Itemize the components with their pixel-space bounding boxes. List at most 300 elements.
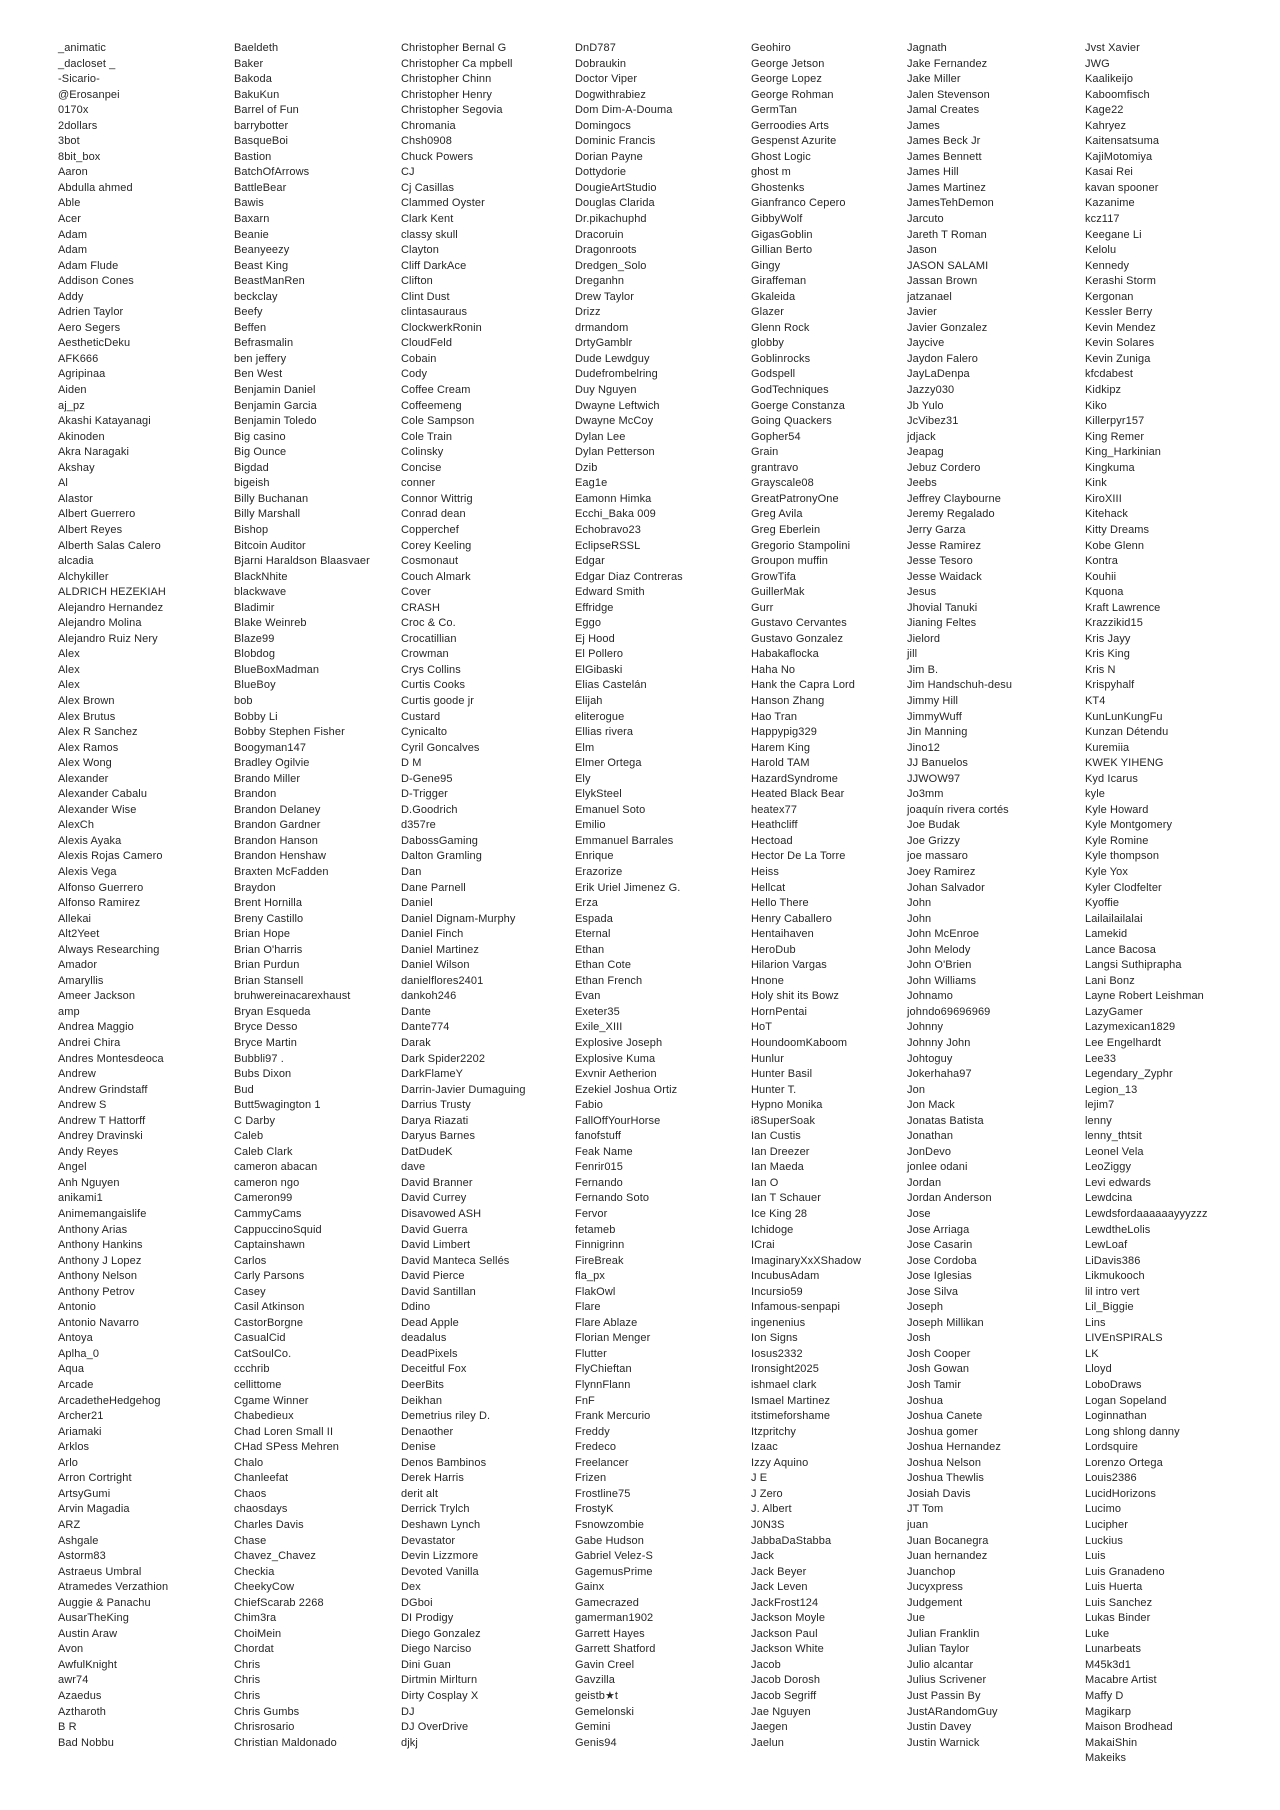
- credit-name: grantravo: [751, 461, 799, 474]
- credit-name: Bitcoin Auditor: [234, 539, 306, 552]
- credit-name: Chim3ra: [234, 1612, 277, 1625]
- credit-name: Iosus2332: [751, 1347, 803, 1360]
- credit-name: Emanuel Soto: [575, 803, 646, 816]
- credit-name: Alexis Ayaka: [58, 834, 122, 847]
- credit-name: DatDudeK: [401, 1145, 453, 1158]
- credit-name: Kyle Yox: [1085, 865, 1129, 878]
- credit-name: Goblinrocks: [751, 352, 811, 365]
- credit-name: 8bit_box: [58, 150, 101, 163]
- credit-name: fanofstuff: [575, 1130, 622, 1143]
- credit-name: ARZ: [58, 1518, 81, 1531]
- credit-name: LIVEnSPIRALS: [1085, 1332, 1163, 1345]
- credit-name: Clifton: [401, 275, 433, 288]
- credit-name: Eggo: [575, 617, 602, 630]
- credit-name: Avon: [58, 1643, 84, 1656]
- credit-name: LucidHorizons: [1085, 1487, 1157, 1500]
- credit-name: Corey Keeling: [401, 539, 472, 552]
- credit-name: Derrick Trylch: [401, 1503, 470, 1516]
- credit-name: Crowman: [401, 648, 449, 661]
- credit-name: Ismael Martinez: [751, 1394, 831, 1407]
- credit-name: Joshua: [907, 1394, 944, 1407]
- credit-name: johndo69696969: [907, 1005, 991, 1018]
- credit-name: MakaiShin: [1085, 1736, 1138, 1749]
- credit-name: Gianfranco Cepero: [751, 197, 846, 210]
- credit-name: Chris: [234, 1674, 261, 1687]
- credit-name: Arklos: [58, 1441, 90, 1454]
- credit-name: Jeffrey Claybourne: [907, 492, 1001, 505]
- credit-name: Captainshawn: [234, 1239, 305, 1252]
- credit-name: Beanyeezy: [234, 244, 290, 257]
- credit-name: Jose Cordoba: [907, 1254, 977, 1267]
- credit-name: Anthony Arias: [58, 1223, 128, 1236]
- credit-name: Freddy: [575, 1425, 610, 1438]
- credit-name: Bad Nobbu: [58, 1736, 114, 1749]
- credit-name: Bryce Martin: [234, 1037, 297, 1049]
- credit-name: Cole Sampson: [401, 415, 475, 428]
- credit-name: lenny: [1085, 1114, 1112, 1127]
- credit-name: jill: [907, 648, 918, 661]
- credit-name: Breny Castillo: [234, 912, 304, 925]
- credit-name: Fredeco: [575, 1441, 617, 1454]
- credit-name: Jassan Brown: [907, 275, 978, 288]
- credit-name: anikami1: [58, 1192, 103, 1205]
- credits-column-4: [575, 41, 683, 1751]
- credit-name: Dracoruin: [575, 228, 624, 241]
- credit-name: Flutter: [575, 1347, 607, 1360]
- credit-name: John O'Brien: [907, 959, 972, 972]
- credit-name: Jose Arriaga: [907, 1223, 970, 1236]
- credit-name: gamerman1902: [575, 1612, 654, 1625]
- credit-name: Ezekiel Joshua Ortiz: [575, 1083, 678, 1096]
- credit-name: Dark Spider2202: [401, 1052, 486, 1065]
- credit-name: Atramedes Verzathion: [58, 1581, 169, 1594]
- credit-name: Jim Handschuh-desu: [907, 679, 1013, 692]
- credit-name: George Lopez: [751, 73, 822, 86]
- credit-name: Cliff DarkAce: [401, 259, 467, 272]
- credit-name: Alex: [58, 648, 80, 661]
- credit-name: BatchOfArrows: [234, 166, 310, 179]
- credit-name: Christopher Chinn: [401, 73, 492, 86]
- credit-name: Alejandro Molina: [58, 617, 142, 630]
- credit-name: Jaycive: [907, 337, 945, 350]
- credit-name: Chaos: [234, 1487, 267, 1500]
- credit-name: ImaginaryXxXShadow: [751, 1254, 862, 1267]
- credit-name: Jhovial Tanuki: [907, 601, 978, 614]
- credit-name: Chromania: [401, 119, 456, 132]
- credit-name: Jeremy Regalado: [907, 508, 995, 521]
- credit-name: Baker: [234, 57, 264, 70]
- credit-name: ben jeffery: [234, 352, 287, 365]
- credit-name: King Remer: [1085, 430, 1145, 443]
- credit-name: Alt2Yeet: [58, 928, 100, 941]
- credit-name: David Guerra: [401, 1223, 468, 1236]
- credit-name: Custard: [401, 710, 441, 723]
- credit-name: Kingkuma: [1085, 461, 1135, 474]
- credit-name: Jose Silva: [907, 1285, 959, 1298]
- credit-name: Dead Apple: [401, 1316, 459, 1329]
- credit-name: Edgar: [575, 555, 605, 568]
- credit-name: JJ Banuelos: [907, 757, 969, 770]
- credit-name: Hectoad: [751, 834, 793, 847]
- credit-name: Charles Davis: [234, 1518, 304, 1531]
- credit-name: Echobravo23: [575, 523, 641, 536]
- credit-name: Crocatillian: [401, 632, 457, 645]
- credit-name: 0170x: [58, 104, 89, 117]
- credit-name: Gillian Berto: [751, 244, 813, 257]
- credit-name: Luis Huerta: [1085, 1581, 1143, 1594]
- credit-name: kavan spooner: [1085, 181, 1159, 194]
- credit-name: CastorBorgne: [234, 1316, 304, 1329]
- credit-name: @Erosanpei: [58, 88, 120, 101]
- credit-name: jonlee odani: [907, 1161, 968, 1174]
- credit-name: Jesus: [907, 586, 937, 599]
- credit-name: Jake Miller: [907, 73, 961, 86]
- credit-name: James Hill: [907, 166, 959, 179]
- credit-name: Ariamaki: [58, 1425, 102, 1438]
- credit-name: Bradley Ogilvie: [234, 757, 310, 770]
- credit-name: Kevin Solares: [1085, 337, 1155, 350]
- credit-name: Derek Harris: [401, 1472, 464, 1485]
- credit-name: Bigdad: [234, 461, 269, 474]
- credit-name: James Beck Jr: [907, 135, 981, 148]
- credit-name: BeastManRen: [234, 275, 305, 288]
- credit-name: Arlo: [58, 1456, 78, 1469]
- credit-name: Julio alcantar: [907, 1658, 974, 1671]
- credit-name: Luckius: [1085, 1534, 1123, 1547]
- credit-name: Chsh0908: [401, 135, 452, 148]
- credit-name: Conrad dean: [401, 508, 466, 521]
- credit-name: FlynnFlann: [575, 1379, 631, 1392]
- credit-name: Ej Hood: [575, 632, 615, 645]
- credit-name: Julian Franklin: [907, 1627, 980, 1640]
- credit-name: Dirtmin Mirlturn: [401, 1674, 478, 1687]
- credit-name: Clint Dust: [401, 290, 450, 303]
- credit-name: Bobby Stephen Fisher: [234, 726, 345, 739]
- credit-name: BlueBoxMadman: [234, 663, 320, 676]
- credit-name: JustARandomGuy: [907, 1705, 998, 1718]
- credit-name: Julius Scrivener: [907, 1674, 987, 1687]
- credit-name: cellittome: [234, 1379, 282, 1392]
- credit-name: David Pierce: [401, 1270, 465, 1283]
- credit-name: Copperchef: [401, 523, 459, 536]
- credit-name: Gemelonski: [575, 1705, 635, 1718]
- credit-name: Hnone: [751, 974, 784, 987]
- credit-name: Ion Signs: [751, 1332, 798, 1345]
- credit-name: jdjack: [907, 430, 936, 443]
- credit-name: DeerBits: [401, 1379, 444, 1392]
- credit-name: Beanie: [234, 228, 269, 241]
- credit-name: Henry Caballero: [751, 912, 832, 925]
- credit-name: Albert Reyes: [58, 523, 123, 536]
- credit-name: Denos Bambinos: [401, 1456, 487, 1469]
- credit-name: Arron Cortright: [58, 1472, 132, 1485]
- credit-name: Aiden: [58, 384, 87, 397]
- credit-name: Chuck Powers: [401, 150, 474, 163]
- credit-name: GuillerMak: [751, 586, 805, 599]
- credit-name: HoT: [751, 1021, 773, 1034]
- credit-name: Butt5wagington 1: [234, 1099, 321, 1112]
- credit-name: GrowTifa: [751, 570, 797, 583]
- credit-name: Gainx: [575, 1581, 605, 1594]
- credit-name: Jose: [907, 1208, 931, 1221]
- credit-name: Jaelun: [751, 1736, 785, 1749]
- credit-name: Fernando Soto: [575, 1192, 650, 1205]
- credit-name: Langsi Suthiprapha: [1085, 959, 1182, 972]
- credit-name: Exile_XIII: [575, 1021, 623, 1034]
- credit-name: Bobby Li: [234, 710, 278, 723]
- credit-name: CloudFeld: [401, 337, 453, 350]
- credit-name: Lil_Biggie: [1085, 1301, 1134, 1314]
- credit-name: Justin Davey: [907, 1721, 972, 1734]
- credit-name: Deshawn Lynch: [401, 1518, 481, 1531]
- credit-name: J. Albert: [751, 1503, 792, 1516]
- credit-name: Caleb: [234, 1130, 264, 1143]
- credit-name: Gavin Creel: [575, 1658, 635, 1671]
- credit-name: cameron ngo: [234, 1176, 300, 1189]
- credit-name: Gemini: [575, 1721, 611, 1734]
- credit-name: AestheticDeku: [58, 337, 131, 350]
- credit-name: Jack Beyer: [751, 1565, 807, 1578]
- credit-name: Bladimir: [234, 601, 275, 614]
- credit-name: Greg Avila: [751, 508, 803, 521]
- credit-name: Brandon Hanson: [234, 834, 318, 847]
- credit-name: Chris: [234, 1658, 261, 1671]
- credit-name: Kraft Lawrence: [1085, 601, 1161, 614]
- credit-name: Cj Casillas: [401, 181, 455, 194]
- credit-name: Ghost Logic: [751, 150, 811, 163]
- credit-name: awr74: [58, 1674, 89, 1687]
- credit-name: Colinsky: [401, 446, 444, 459]
- credit-name: Giraffeman: [751, 275, 807, 288]
- credit-name: Jonatas Batista: [907, 1114, 984, 1127]
- credit-name: Kyoffie: [1085, 897, 1120, 910]
- credit-name: GodTechniques: [751, 384, 829, 397]
- credit-name: Gustavo Cervantes: [751, 617, 847, 630]
- credit-name: Daniel Martinez: [401, 943, 479, 956]
- credit-name: Hunlur: [751, 1052, 785, 1065]
- credit-name: Animemangaislife: [58, 1208, 147, 1221]
- credit-name: Joshua gomer: [907, 1425, 978, 1438]
- credit-name: Jon: [907, 1083, 926, 1096]
- credit-name: djkj: [401, 1736, 418, 1749]
- credit-name: Geohiro: [751, 42, 791, 54]
- credit-name: Frostline75: [575, 1487, 631, 1500]
- credit-name: Kelolu: [1085, 244, 1117, 257]
- credit-name: Crys Collins: [401, 663, 461, 676]
- credit-name: D M: [401, 757, 422, 770]
- credit-name: D-Trigger: [401, 788, 448, 801]
- credit-name: Boogyman147: [234, 741, 307, 754]
- credit-name: Frizen: [575, 1472, 607, 1485]
- credit-name: Fsnowzombie: [575, 1518, 644, 1531]
- credit-name: Jazzy030: [907, 384, 955, 397]
- credit-name: Jesse Waidack: [907, 570, 982, 583]
- credit-name: Baeldeth: [234, 42, 279, 54]
- credit-name: Cyril Goncalves: [401, 741, 480, 754]
- credit-name: Juan hernandez: [907, 1550, 988, 1563]
- credit-name: Enrique: [575, 850, 614, 863]
- credit-name: Dr.pikachuphd: [575, 213, 647, 226]
- credit-name: King_Harkinian: [1085, 446, 1161, 459]
- credit-name: 2dollars: [58, 119, 98, 132]
- credit-name: Alejandro Hernandez: [58, 601, 164, 614]
- credit-name: Explosive Kuma: [575, 1052, 656, 1065]
- credit-name: KT4: [1085, 694, 1106, 707]
- credit-name: Jerry Garza: [907, 523, 966, 536]
- credit-name: Grain: [751, 446, 779, 459]
- credit-name: Always Researching: [58, 943, 160, 956]
- credit-name: Ben West: [234, 368, 283, 381]
- credit-name: Alfonso Guerrero: [58, 881, 144, 894]
- credit-name: Amaryllis: [58, 974, 104, 987]
- credit-name: Blaze99: [234, 632, 275, 645]
- credit-name: Explosive Joseph: [575, 1037, 663, 1049]
- credit-name: Douglas Clarida: [575, 197, 655, 210]
- credit-name: Kyle Howard: [1085, 803, 1149, 816]
- credit-name: CRASH: [401, 601, 441, 614]
- credit-name: Aqua: [58, 1363, 85, 1376]
- credit-name: Heiss: [751, 865, 780, 878]
- credit-name: Duy Nguyen: [575, 384, 637, 397]
- credit-name: Cover: [401, 586, 431, 599]
- credit-name: KajiMotomiya: [1085, 150, 1153, 163]
- credit-name: FrostyK: [575, 1503, 614, 1516]
- credit-name: Espada: [575, 912, 613, 925]
- credit-name: Akra Naragaki: [58, 446, 129, 459]
- credit-name: BlueBoy: [234, 679, 276, 692]
- credit-name: eliterogue: [575, 710, 625, 723]
- credit-name: Just Passin By: [907, 1689, 981, 1702]
- credit-name: Able: [58, 197, 81, 210]
- credit-name: dankoh246: [401, 990, 457, 1003]
- credit-name: Jb Yulo: [907, 399, 944, 412]
- credit-name: Dudefrombelring: [575, 368, 658, 381]
- credit-name: Jalen Stevenson: [907, 88, 990, 101]
- credit-name: Maison Brodhead: [1085, 1721, 1173, 1734]
- credit-name: Domingocs: [575, 119, 631, 132]
- credit-name: Brandon Henshaw: [234, 850, 327, 863]
- credit-name: chaosdays: [234, 1503, 288, 1516]
- credit-name: Benjamin Daniel: [234, 384, 316, 397]
- credit-name: Eag1e: [575, 477, 608, 490]
- credit-name: Jue: [907, 1612, 926, 1625]
- credit-name: David Branner: [401, 1176, 473, 1189]
- credit-name: Josiah Davis: [907, 1487, 971, 1500]
- credit-name: Casil Atkinson: [234, 1301, 305, 1314]
- credit-name: LewLoaf: [1085, 1239, 1128, 1252]
- credit-name: Benjamin Toledo: [234, 415, 317, 428]
- credit-name: Jeapag: [907, 446, 944, 459]
- credit-name: Austin Araw: [58, 1627, 118, 1640]
- credit-name: Bryan Esqueda: [234, 1005, 311, 1018]
- credit-name: classy skull: [401, 228, 458, 241]
- credit-name: bruhwereinacarexhaust: [234, 990, 351, 1003]
- credit-name: Andrey Dravinski: [58, 1130, 143, 1143]
- credit-name: Loginnathan: [1085, 1410, 1147, 1423]
- credit-name: HazardSyndrome: [751, 772, 838, 785]
- credit-name: CammyCams: [234, 1208, 302, 1221]
- credit-name: Dottydorie: [575, 166, 627, 179]
- credit-name: JonDevo: [907, 1145, 952, 1158]
- credit-name: FnF: [575, 1394, 595, 1407]
- credit-name: Javier: [907, 306, 937, 319]
- credit-name: AFK666: [58, 352, 99, 365]
- credit-name: James Bennett: [907, 150, 982, 163]
- credit-name: Feak Name: [575, 1145, 633, 1158]
- credit-name: Devin Lizzmore: [401, 1550, 479, 1563]
- credit-name: Freelancer: [575, 1456, 629, 1469]
- credit-name: Addison Cones: [58, 275, 134, 288]
- credit-name: derit alt: [401, 1487, 438, 1500]
- credit-name: Adam: [58, 244, 88, 257]
- credit-name: Christian Maldonado: [234, 1736, 337, 1749]
- credit-name: ArcadetheHedgehog: [58, 1394, 161, 1407]
- credit-name: Croc & Co.: [401, 617, 456, 630]
- credit-name: Jim B.: [907, 663, 939, 676]
- credit-name: Alexis Vega: [58, 865, 117, 878]
- credit-name: deadalus: [401, 1332, 447, 1345]
- credit-name: Elias Castelán: [575, 679, 647, 692]
- credit-name: LK: [1085, 1347, 1099, 1360]
- credit-name: Josh Gowan: [907, 1363, 970, 1376]
- credit-name: Dreganhn: [575, 275, 625, 288]
- credit-name: Joey Ramirez: [907, 865, 976, 878]
- credit-name: Adrien Taylor: [58, 306, 124, 319]
- credit-name: Big Ounce: [234, 446, 287, 459]
- credit-name: kcz117: [1085, 213, 1120, 226]
- credit-name: Jin Manning: [907, 726, 968, 739]
- credit-name: Flare: [575, 1301, 601, 1314]
- credit-name: Dogwithrabiez: [575, 88, 647, 101]
- credit-name: Kaboomfisch: [1085, 88, 1150, 101]
- credit-name: danielflores2401: [401, 974, 484, 987]
- credit-name: Brent Hornilla: [234, 897, 303, 910]
- credit-name: Christopher Segovia: [401, 104, 503, 117]
- credit-name: Hellcat: [751, 881, 786, 894]
- credit-name: JamesTehDemon: [907, 197, 994, 210]
- credit-name: Ian T Schauer: [751, 1192, 821, 1205]
- credit-name: Killerpyr157: [1085, 415, 1145, 428]
- credit-name: Dwayne McCoy: [575, 415, 654, 428]
- credit-name: Billy Buchanan: [234, 492, 309, 505]
- credit-name: Brandon: [234, 788, 277, 801]
- credit-name: Braydon: [234, 881, 276, 894]
- credit-name: Lloyd: [1085, 1363, 1112, 1376]
- credit-name: Arcade: [58, 1379, 94, 1392]
- credit-name: Chase: [234, 1534, 267, 1547]
- credit-name: Bubs Dixon: [234, 1068, 292, 1081]
- credit-name: bob: [234, 694, 253, 707]
- credit-name: Lailailailalai: [1085, 912, 1143, 925]
- credit-name: Akashi Katayanagi: [58, 415, 151, 428]
- credit-name: Demetrius riley D.: [401, 1410, 491, 1423]
- credit-name: Andy Reyes: [58, 1145, 119, 1158]
- credit-name: Daryus Barnes: [401, 1130, 476, 1143]
- credit-name: Beefy: [234, 306, 263, 319]
- credit-name: Doctor Viper: [575, 73, 638, 86]
- credit-name: JcVibez31: [907, 415, 959, 428]
- credit-name: Lukas Binder: [1085, 1612, 1151, 1625]
- credit-name: JWG: [1085, 57, 1110, 70]
- credit-name: David Limbert: [401, 1239, 471, 1252]
- credit-name: Alex R Sanchez: [58, 726, 138, 739]
- credit-name: Ashgale: [58, 1534, 99, 1547]
- credits-column-6: [907, 41, 1012, 1751]
- credit-name: Big casino: [234, 430, 286, 443]
- credit-name: Ian Dreezer: [751, 1145, 810, 1158]
- credit-name: Exvnir Aetherion: [575, 1068, 657, 1081]
- credit-name: Joseph Millikan: [907, 1316, 984, 1329]
